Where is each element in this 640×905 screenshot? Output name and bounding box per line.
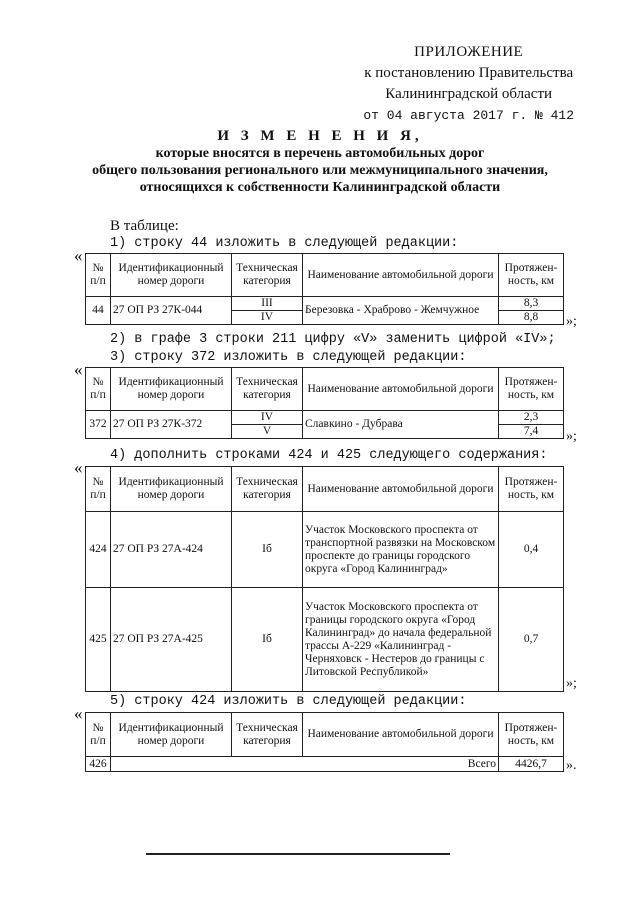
row426-num: 426 — [86, 757, 111, 772]
header-road-name: Наименование автомобильной дороги — [303, 467, 499, 512]
header-road-name: Наименование автомобильной дороги — [303, 713, 499, 757]
row372-length-old: 2,3 — [499, 411, 564, 425]
header-id: Идентификационный номер дороги — [111, 254, 232, 297]
table-row-426 — [85, 712, 564, 772]
row44-id: 27 ОП РЗ 27К-044 — [111, 297, 232, 325]
bottom-divider — [146, 853, 450, 855]
row44-category-new: IV — [232, 311, 303, 325]
row44-road-name: Березовка - Храброво - Жемчужное — [303, 297, 499, 325]
table-row-372 — [85, 367, 564, 439]
appendix-label: ПРИЛОЖЕНИЕ — [414, 44, 524, 60]
quote-open-3: « — [74, 360, 83, 379]
date-line: от 04 августа 2017 г. № 412 — [363, 108, 574, 123]
row372-road-name: Славкино - Дубрава — [303, 411, 499, 439]
header-category: Техническая категория — [232, 254, 303, 297]
item-2-text: 2) в графе 3 строки 211 цифру «V» заменить цифрой «IV»; — [110, 332, 556, 347]
row425-length: 0,7 — [499, 588, 564, 692]
header-road-name: Наименование автомобильной дороги — [303, 254, 499, 297]
row372-length-new: 7,4 — [499, 425, 564, 439]
title-changes: И З М Е Н Е Н И Я, — [217, 128, 423, 144]
quote-close-1: »; — [566, 314, 577, 329]
item-5-text: 5) строку 424 изложить в следующей редакции: — [110, 694, 467, 709]
title-line-4: относящихся к собственности Калининградской области — [139, 180, 501, 195]
header-num: № п/п — [86, 467, 111, 512]
row425-road-name: Участок Московского проспекта от границы городского округа «Город Калининград» до начала федеральной трассы А-229 «Калининград - Черняховск - Нестеров до границы с Литовской Республикой» — [303, 588, 499, 692]
quote-close-5: ». — [566, 758, 577, 773]
header-id: Идентификационный номер дороги — [111, 368, 232, 411]
row44-num: 44 — [86, 297, 111, 325]
title-line-2: которые вносятся в перечень автомобильных дорог — [155, 146, 485, 161]
row44-category-old: III — [232, 297, 303, 311]
item-3-text: 3) строку 372 изложить в следующей редакции: — [110, 350, 467, 365]
item-4-text: 4) дополнить строками 424 и 425 следующего содержания: — [110, 448, 548, 463]
quote-close-4: »; — [566, 676, 577, 691]
title-line-3: общего пользования регионального или межмуниципального значения, — [92, 163, 548, 178]
row426-length: 4426,7 — [499, 757, 564, 772]
row372-id: 27 ОП РЗ 27К-372 — [111, 411, 232, 439]
row372-category-new: V — [232, 425, 303, 439]
quote-close-3: »; — [566, 429, 577, 444]
header-num: № п/п — [86, 254, 111, 297]
row425-id: 27 ОП РЗ 27А-425 — [111, 588, 232, 692]
header-category: Техническая категория — [232, 467, 303, 512]
header-length: Протяжен-ность, км — [499, 368, 564, 411]
quote-open-4: « — [74, 458, 83, 477]
row424-road-name: Участок Московского проспекта от транспортной развязки на Московском проспекте до границы городского округа «Город Калининград» — [303, 512, 499, 588]
header-road-name: Наименование автомобильной дороги — [303, 368, 499, 411]
row372-num: 372 — [86, 411, 111, 439]
row425-num: 425 — [86, 588, 111, 692]
header-length: Протяжен-ность, км — [499, 254, 564, 297]
header-id: Идентификационный номер дороги — [111, 713, 232, 757]
quote-open-5: « — [74, 704, 83, 723]
region-line: Калининградской области — [385, 86, 553, 102]
table-row-44 — [85, 253, 564, 325]
row44-length-old: 8,3 — [499, 297, 564, 311]
row424-num: 424 — [86, 512, 111, 588]
header-category: Техническая категория — [232, 713, 303, 757]
header-length: Протяжен-ность, км — [499, 467, 564, 512]
table-rows-424-425 — [85, 466, 564, 692]
header-length: Протяжен-ность, км — [499, 713, 564, 757]
document-header — [363, 42, 574, 126]
row44-length-new: 8,8 — [499, 311, 564, 325]
intro-text: В таблице: — [110, 218, 179, 234]
header-id: Идентификационный номер дороги — [111, 467, 232, 512]
resolution-line: к постановлению Правительства — [364, 65, 574, 81]
row372-category-old: IV — [232, 411, 303, 425]
row424-category: Iб — [232, 512, 303, 588]
row426-total-label: Всего — [111, 757, 499, 772]
item-1-text: 1) строку 44 изложить в следующей редакции: — [110, 236, 459, 251]
row424-id: 27 ОП РЗ 27А-424 — [111, 512, 232, 588]
row424-length: 0,4 — [499, 512, 564, 588]
header-num: № п/п — [86, 713, 111, 757]
row425-category: Iб — [232, 588, 303, 692]
header-num: № п/п — [86, 368, 111, 411]
quote-open-1: « — [74, 246, 83, 265]
document-title — [40, 128, 600, 196]
header-category: Техническая категория — [232, 368, 303, 411]
